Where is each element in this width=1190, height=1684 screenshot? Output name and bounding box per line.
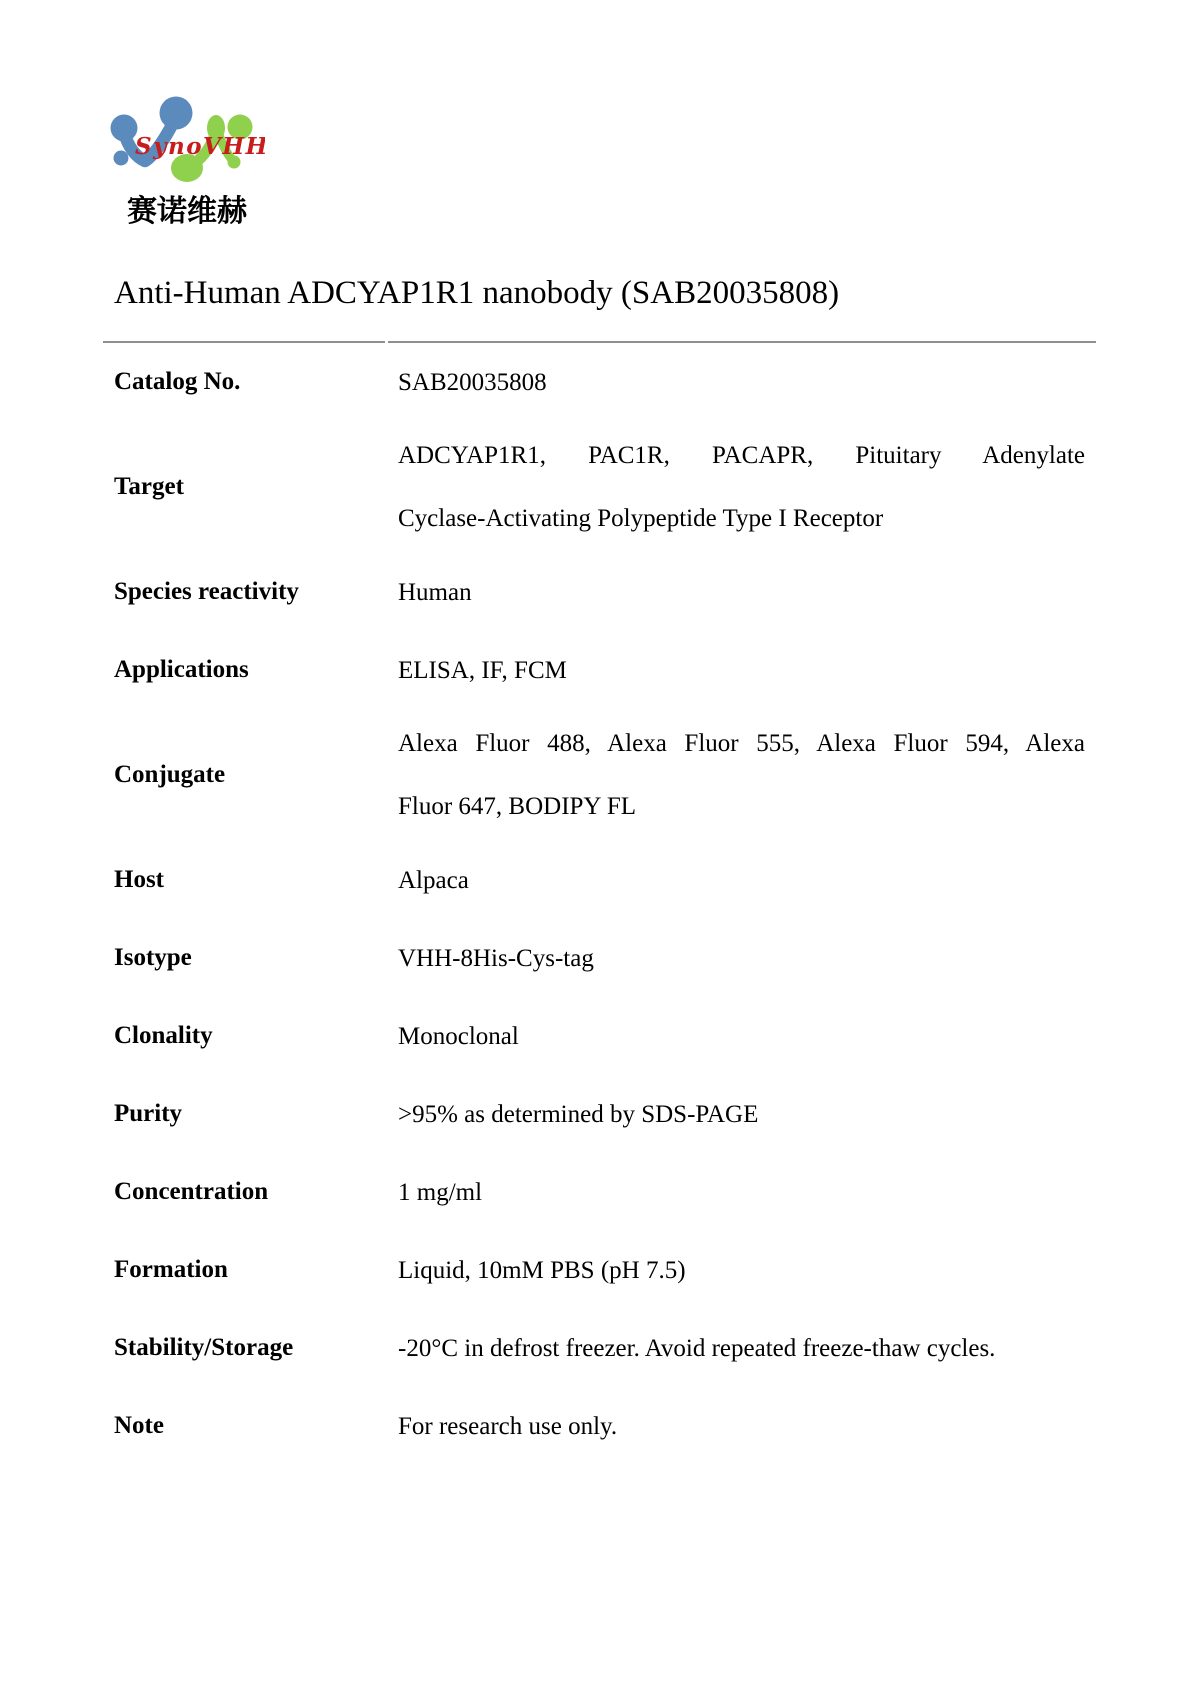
spec-row [114,997,1085,1075]
spec-row [114,1309,1085,1387]
spec-value [398,712,1085,838]
spec-value [398,561,1085,624]
spec-value-line: Fluor 647, BODIPY FL [398,793,636,820]
spec-row [114,343,1085,421]
spec-label: Species reactivity [114,578,299,605]
spec-row [114,709,1085,841]
spec-row [114,1231,1085,1309]
spec-value [398,1395,1085,1458]
spec-row [114,1387,1085,1465]
logo-chinese-name: 赛诺维赫 [127,195,247,228]
spec-value-line: VHH-8His-Cys-tag [398,944,594,972]
spec-row [114,421,1085,553]
spec-label: Formation [114,1256,228,1283]
spec-value [398,639,1085,702]
spec-label: Catalog No. [114,368,241,395]
spec-value-line: ADCYAP1R1, PAC1R, PACAPR, Pituitary Adenylate [398,442,1085,469]
spec-value [398,849,1085,912]
spec-label: Concentration [114,1178,269,1205]
spec-value-line: 1 mg/ml [398,1178,483,1206]
spec-label: Target [114,473,184,500]
spec-value [398,1005,1085,1068]
spec-value-line: >95% as determined by SDS-PAGE [398,1100,759,1128]
spec-value [398,927,1085,990]
spec-label: Conjugate [114,761,226,788]
spec-value-line: For research use only. [398,1412,618,1440]
spec-table [114,343,1085,1465]
synovhh-logo-icon [95,83,265,198]
spec-label: Stability/Storage [114,1334,294,1361]
spec-value [398,1083,1085,1146]
spec-value-line: Cyclase-Activating Polypeptide Type I Receptor [398,505,884,532]
spec-value [398,1317,1085,1380]
spec-label: Purity [114,1100,183,1127]
spec-value-line: Liquid, 10mM PBS (pH 7.5) [398,1256,686,1284]
spec-value [398,351,1085,414]
spec-value-line: Human [398,578,472,606]
page-title: Anti-Human ADCYAP1R1 nanobody (SAB20035808) [114,275,840,311]
spec-row [114,1153,1085,1231]
spec-value-line: Monoclonal [398,1022,519,1050]
spec-value-line: ELISA, IF, FCM [398,656,567,684]
spec-row [114,1075,1085,1153]
spec-label: Applications [114,656,249,683]
spec-label: Note [114,1412,164,1439]
spec-label: Host [114,866,164,893]
spec-value-line: SAB20035808 [398,368,547,396]
spec-value-line: -20°C in defrost freezer. Avoid repeated freeze-thaw cycles. [398,1334,996,1362]
spec-label: Clonality [114,1022,213,1049]
spec-value-line: Alpaca [398,866,469,894]
spec-row [114,841,1085,919]
spec-value [398,424,1085,550]
spec-row [114,919,1085,997]
logo-brand-text: SynoVHH [135,133,265,160]
spec-label: Isotype [114,944,192,971]
spec-row [114,631,1085,709]
spec-row [114,553,1085,631]
spec-value-line: Alexa Fluor 488, Alexa Fluor 555, Alexa Fluor 594, Alexa [398,730,1085,757]
spec-value [398,1161,1085,1224]
spec-value [398,1239,1085,1302]
